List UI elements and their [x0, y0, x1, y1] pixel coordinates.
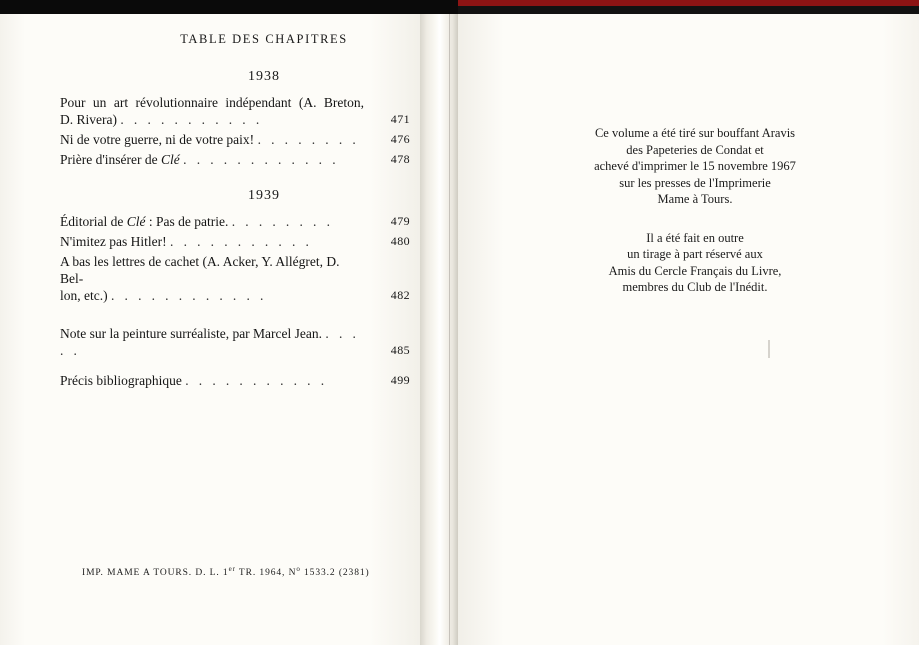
toc-leader-dots: . . . . . . . . . . . [120, 112, 263, 127]
table-of-contents [60, 32, 410, 392]
toc-entry-line1: N'imitez pas Hitler! [60, 234, 167, 249]
imprint-part-a: IMP. MAME A TOURS. D. L. 1 [82, 568, 229, 579]
toc-page-number: 499 [390, 373, 410, 387]
colophon [530, 125, 860, 296]
toc-entry-line1: Prière d'insérer de [60, 152, 162, 167]
toc-entry-line1: Pour un art révolutionnaire indépendant (A. Breton, [60, 95, 364, 110]
colophon-line: Mame à Tours. [657, 192, 733, 206]
colophon-line: Amis du Cercle Français du Livre, [608, 263, 782, 278]
toc-entry[interactable] [60, 131, 410, 148]
toc-page-number: 485 [390, 343, 410, 357]
imprint-part-c: 1533.2 (2381) [300, 568, 370, 579]
toc-entry[interactable] [60, 325, 410, 359]
toc-page-number: 479 [390, 214, 410, 228]
toc-year-1939: 1939 [248, 188, 280, 203]
toc-leader-dots: . . . . . . . . . . . . [183, 152, 339, 167]
toc-page-number: 471 [390, 112, 410, 126]
colophon-line: membres du Club de l'Inédit. [622, 280, 768, 294]
toc-leader-dots: . . . . . . . . [231, 214, 334, 229]
right-page [458, 14, 919, 645]
imprint-sup-o: o [296, 565, 301, 573]
colophon-line: Il a été fait en outre [646, 230, 744, 245]
toc-leader-dots: . . . . . . . . . . . [170, 234, 313, 249]
spine-line [449, 14, 450, 645]
toc-entry-italic: Clé [161, 152, 180, 167]
toc-page-number: 476 [390, 132, 410, 146]
toc-title: TABLE DES CHAPITRES [180, 32, 348, 46]
toc-page-number: 482 [390, 288, 410, 302]
toc-leader-dots: . . . . . . . . . . . . [110, 288, 267, 303]
toc-page-number: 478 [390, 152, 410, 166]
toc-leader-dots: . . . . . [60, 326, 360, 358]
toc-entry-line1: Note sur la peinture surréaliste, par Marcel Jean. [60, 326, 323, 341]
toc-entry-line1: Précis bibliographique [60, 373, 182, 388]
toc-entry-italic: Clé [126, 214, 146, 229]
toc-entry[interactable] [60, 372, 410, 389]
top-dark-band-right [458, 6, 919, 14]
toc-entry[interactable] [60, 151, 410, 168]
paper-blemish [768, 340, 770, 358]
toc-entry-line2: lon, etc.) [60, 288, 108, 303]
toc-entry-line1b: : Pas de patrie. [145, 214, 229, 229]
colophon-line: sur les presses de l'Imprimerie [619, 175, 771, 190]
colophon-line: des Papeteries de Condat et [626, 142, 764, 157]
toc-leader-dots: . . . . . . . . . . . [185, 373, 328, 388]
toc-entry-line1: A bas les lettres de cachet (A. Acker, Y. Allégret, D. Bel- [60, 254, 340, 286]
toc-entry[interactable] [60, 253, 410, 304]
toc-entry-line1: Éditorial de [60, 214, 127, 229]
toc-entry[interactable] [60, 94, 410, 128]
toc-year-1938: 1938 [248, 69, 280, 84]
toc-entry-line1: Ni de votre guerre, ni de votre paix! [60, 132, 255, 147]
colophon-line: Ce volume a été tiré sur bouffant Aravis [594, 126, 796, 140]
toc-page-number: 480 [390, 234, 410, 248]
imprint-part-b: TR. 1964, N [235, 568, 297, 579]
book-gutter [420, 14, 458, 645]
toc-entry[interactable] [60, 213, 410, 230]
imprint-sup-er: er [228, 565, 236, 573]
toc-entry-line2: D. Rivera) [60, 112, 117, 127]
colophon-line: achevé d'imprimer le 15 novembre 1967 [594, 159, 796, 173]
printer-imprint-footer [82, 565, 370, 578]
toc-leader-dots: . . . . . . . . [257, 132, 360, 147]
colophon-line: un tirage à part réservé aux [627, 247, 763, 261]
toc-entry[interactable] [60, 233, 410, 250]
